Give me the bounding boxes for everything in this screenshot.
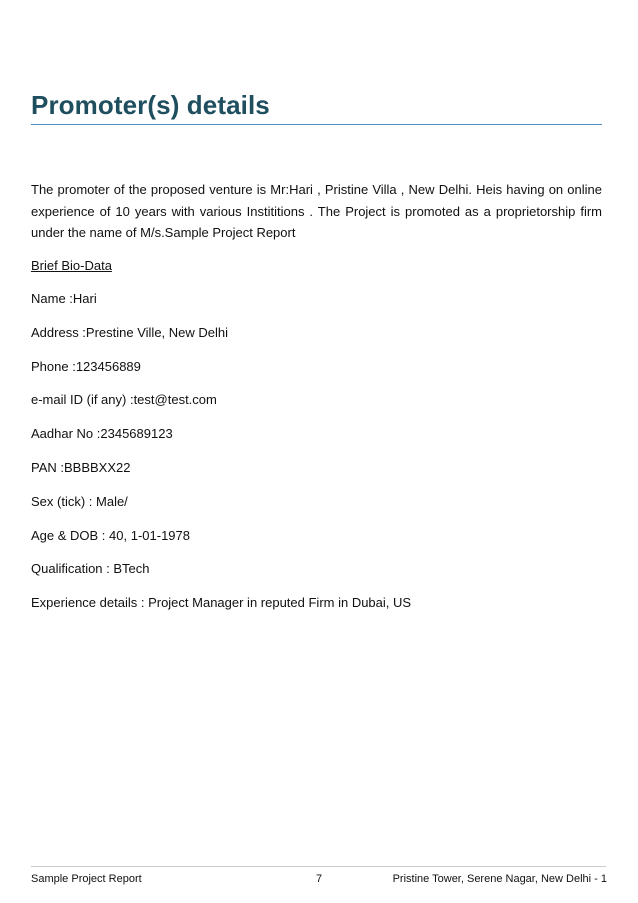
title-divider xyxy=(31,124,602,125)
footer-divider xyxy=(31,866,606,867)
field-age-dob: Age & DOB : 40, 1-01-1978 xyxy=(31,528,190,543)
field-aadhar: Aadhar No :2345689123 xyxy=(31,426,173,441)
field-name: Name :Hari xyxy=(31,291,97,306)
field-email: e-mail ID (if any) :test@test.com xyxy=(31,392,217,407)
page-title: Promoter(s) details xyxy=(31,90,270,120)
footer-address: Pristine Tower, Serene Nagar, New Delhi - 1 xyxy=(392,873,607,885)
footer-document-name: Sample Project Report xyxy=(31,873,142,885)
bio-data-heading: Brief Bio-Data xyxy=(31,258,112,273)
field-address: Address :Prestine Ville, New Delhi xyxy=(31,325,229,340)
field-qualification: Qualification : BTech xyxy=(31,561,150,576)
field-pan: PAN :BBBBXX22 xyxy=(31,460,131,475)
field-sex: Sex (tick) : Male/ xyxy=(31,494,128,509)
intro-paragraph: The promoter of the proposed venture is Mr:Hari , Pristine Villa , New Delhi. Heis having on online experience of 10 years with various Instititions . The Project is promoted as a proprietorship firm under the name of M/s.Sample Project Report xyxy=(31,182,602,240)
field-experience: Experience details : Project Manager in reputed Firm in Dubai, US xyxy=(31,595,412,610)
field-phone: Phone :123456889 xyxy=(31,359,141,374)
footer-page-number: 7 xyxy=(316,873,323,885)
